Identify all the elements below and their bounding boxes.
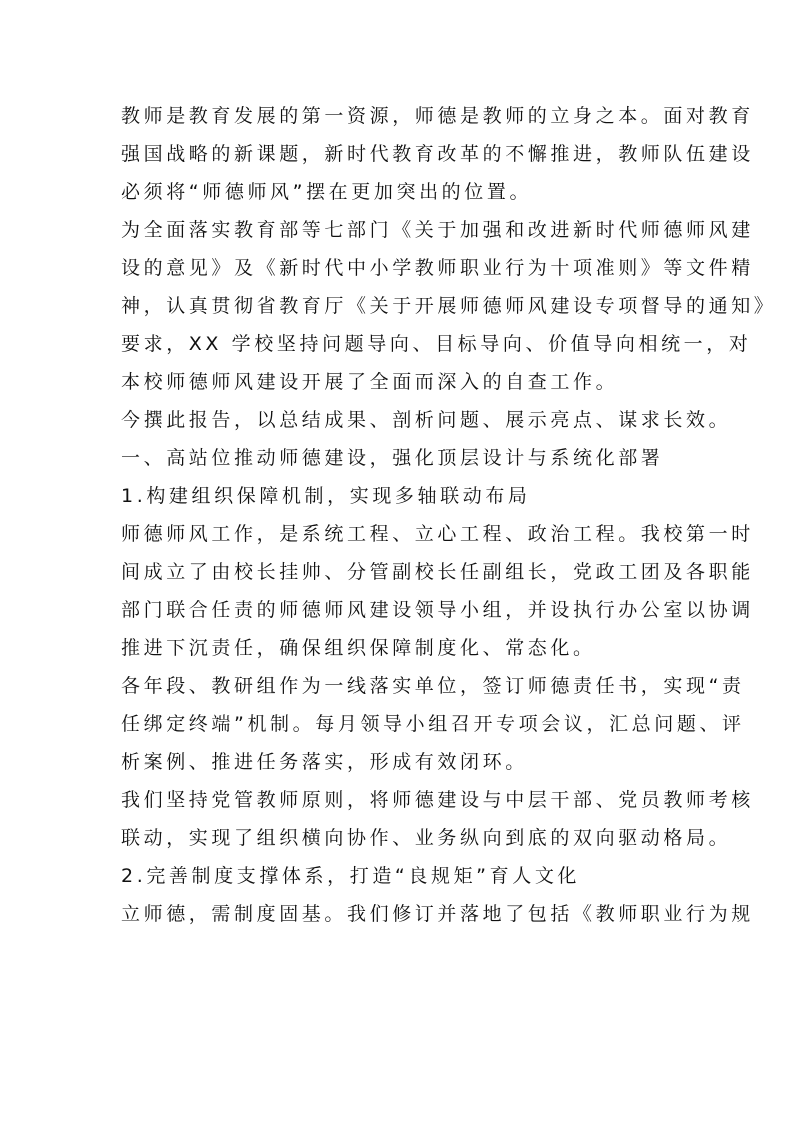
paragraph-line: 我们坚持党管教师原则，将师德建设与中层干部、党员教师考核 [121,789,754,811]
paragraph-line: 各年段、教研组作为一线落实单位，签订师德责任书，实现“责 [121,675,745,697]
paragraph-line: 本校师德师风建设开展了全面而深入的自查工作。 [121,371,619,393]
paragraph-line: 立师德，需制度固基。我们修订并落地了包括《教师职业行为规 [121,903,754,925]
paragraph-line: 教师是教育发展的第一资源，师德是教师的立身之本。面对教育 [121,105,754,127]
subsection-heading: 1.构建组织保障机制，实现多轴联动布局 [121,485,531,507]
paragraph-line: 任绑定终端”机制。每月领导小组召开专项会议，汇总问题、评 [121,713,745,735]
paragraph-line: 析案例、推进任务落实，形成有效闭环。 [121,751,528,773]
paragraph-line: 推进下沉责任，确保组织保障制度化、常态化。 [121,637,596,659]
paragraph-line: 师德师风工作，是系统工程、立心工程、政治工程。我校第一时 [121,523,754,545]
paragraph-line: 必须将“师德师风”摆在更加突出的位置。 [121,181,533,203]
subsection-heading: 2.完善制度支撑体系，打造“良规矩”育人文化 [121,865,581,887]
paragraph-line: 间成立了由校长挂帅、分管副校长任副组长，党政工团及各职能 [121,561,754,583]
paragraph-line: 今撰此报告，以总结成果、剖析问题、展示亮点、谋求长效。 [121,409,732,431]
paragraph-line: 强国战略的新课题，新时代教育改革的不懈推进，教师队伍建设 [121,143,754,165]
section-heading: 一、高站位推动师德建设，强化顶层设计与系统化部署 [121,447,664,469]
paragraph-line: 要求，XX 学校坚持问题导向、目标导向、价值导向相统一，对 [121,333,752,355]
paragraph-line: 联动，实现了组织横向协作、业务纵向到底的双向驱动格局。 [121,827,732,849]
paragraph-line: 神，认真贯彻省教育厅《关于开展师德师风建设专项督导的通知》 [121,295,777,317]
document-body [121,97,777,933]
paragraph-line: 部门联合任责的师德师风建设领导小组，并设执行办公室以协调 [121,599,754,621]
paragraph-line: 为全面落实教育部等七部门《关于加强和改进新时代师德师风建 [121,219,754,241]
paragraph-line: 设的意见》及《新时代中小学教师职业行为十项准则》等文件精 [121,257,754,279]
